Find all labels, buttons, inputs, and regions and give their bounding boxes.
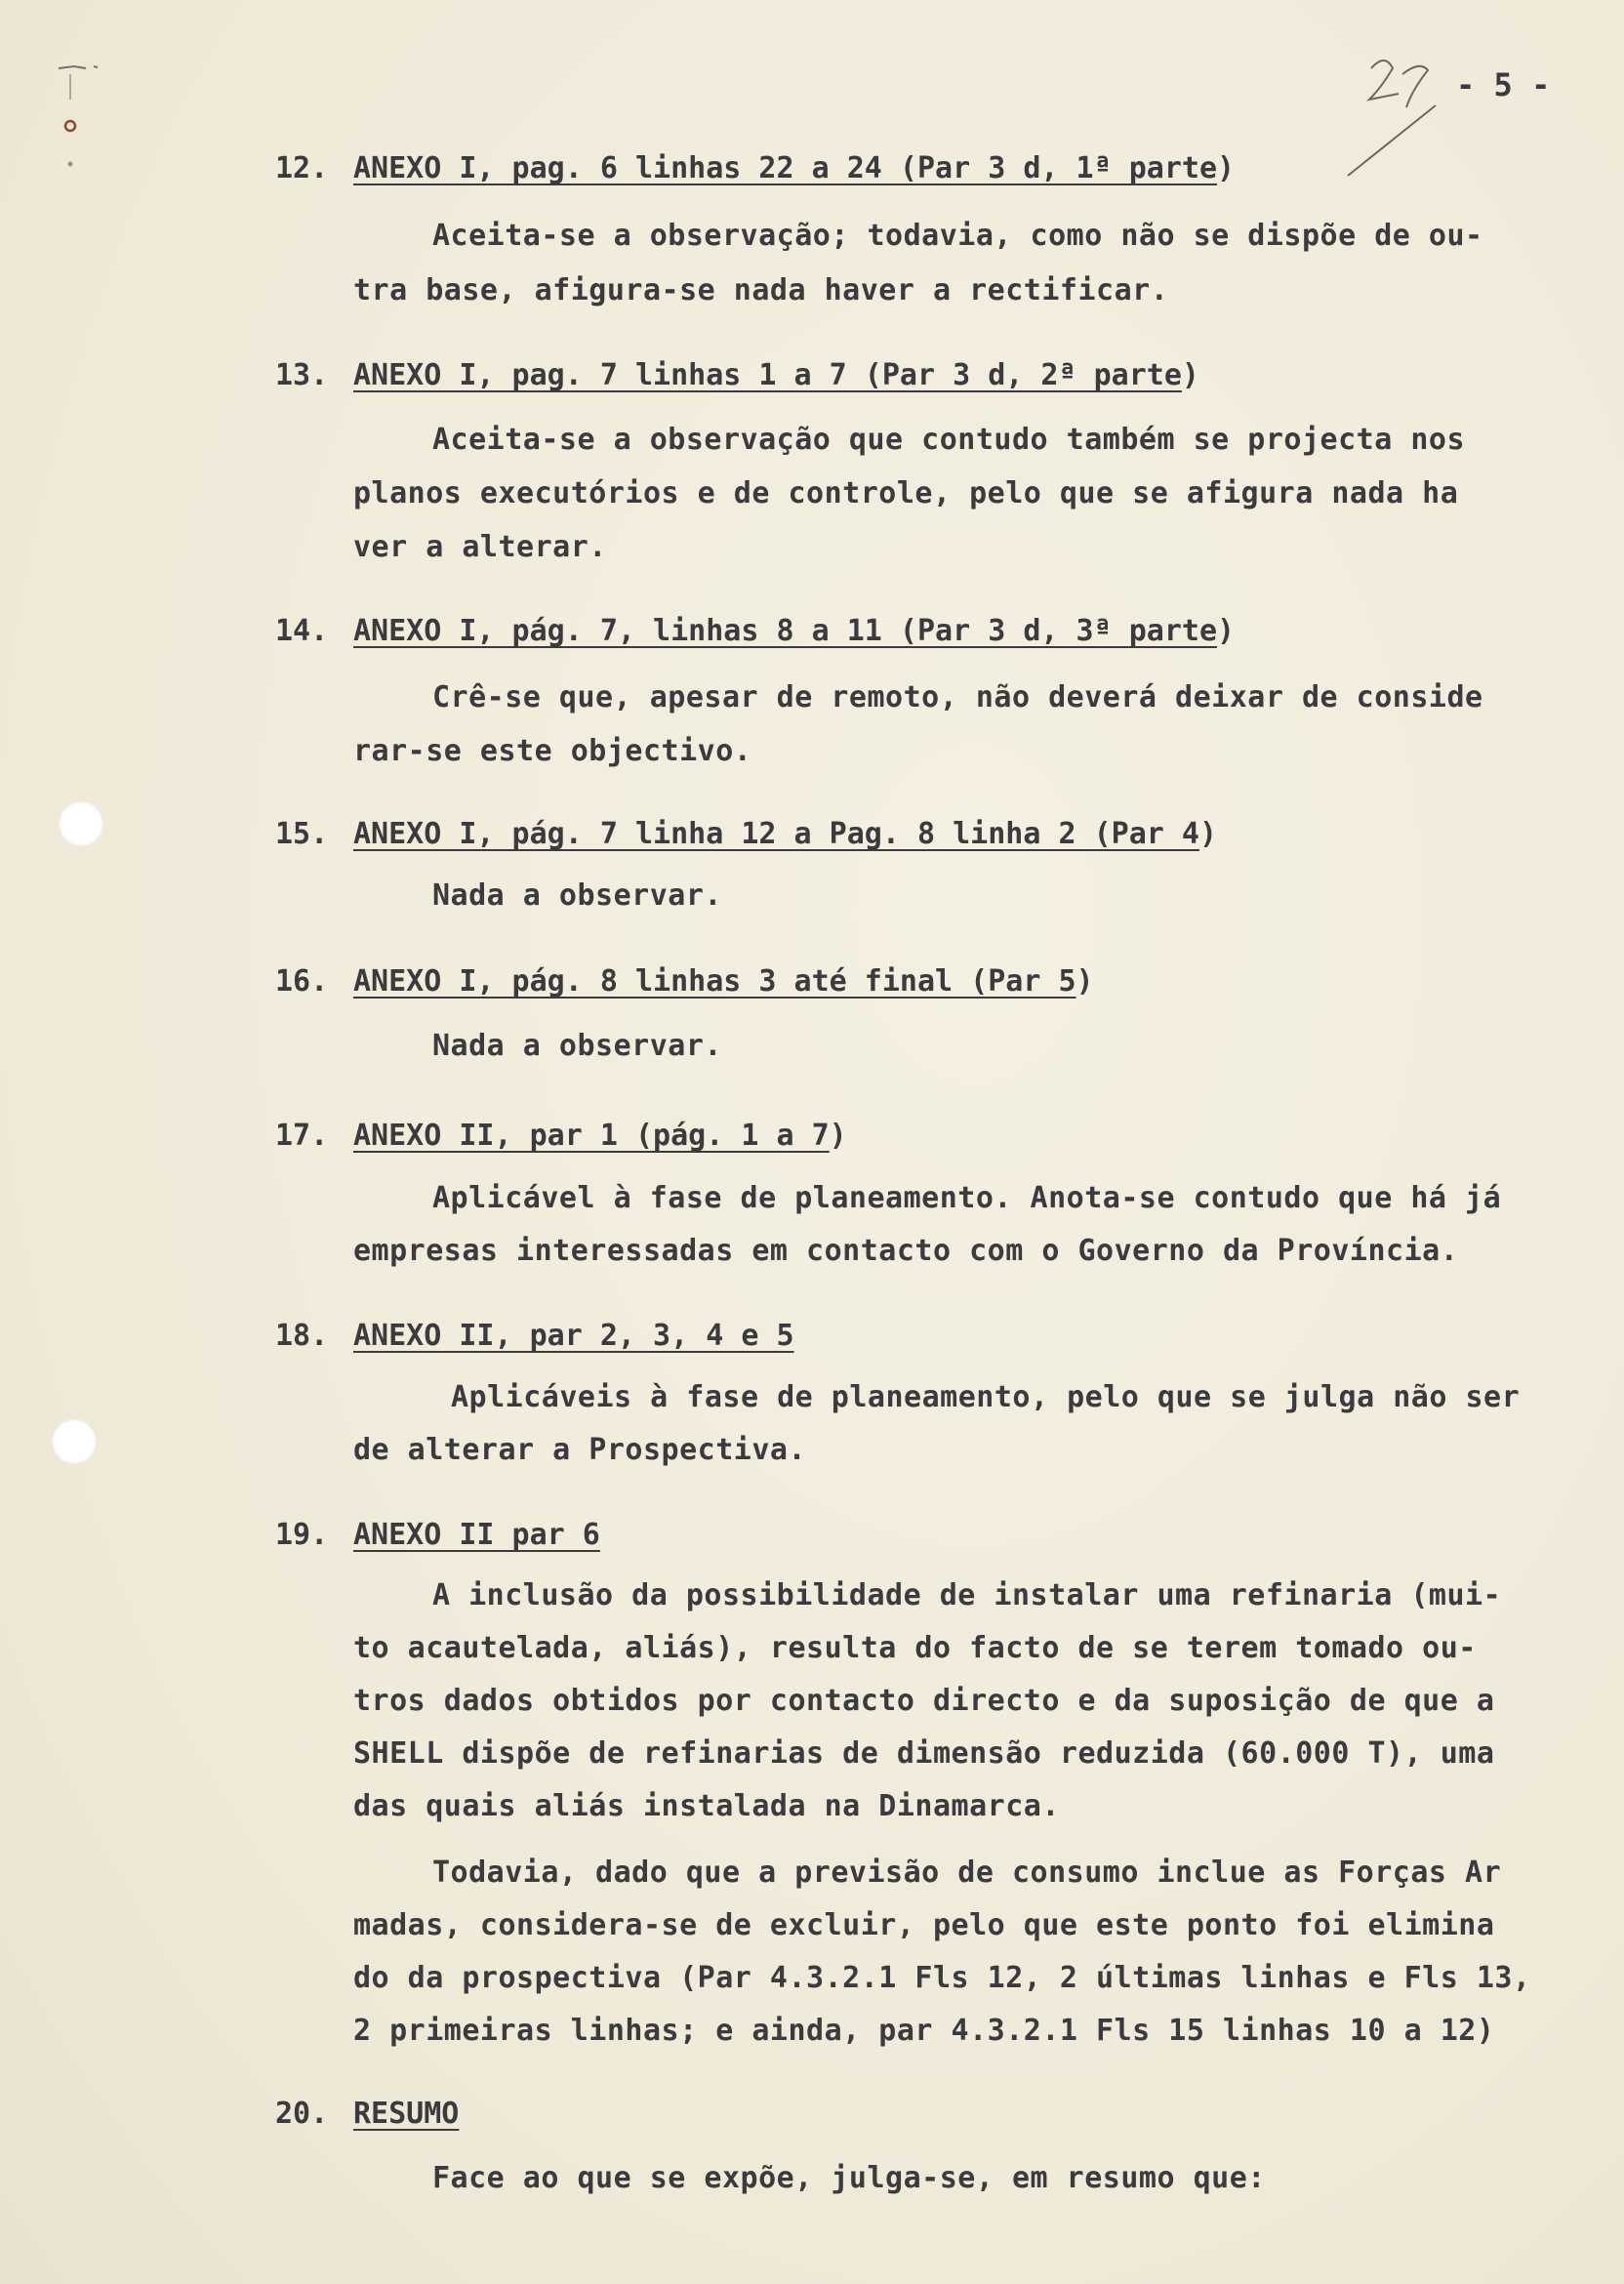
body-line: Nada a observar.: [432, 1029, 722, 1063]
item-number: 17.: [275, 1119, 329, 1153]
item-heading-text: ANEXO I, pag. 7 linhas 1 a 7 (Par 3 d, 2ª parte: [353, 358, 1182, 392]
body-line: Nada a observar.: [432, 878, 722, 913]
item-heading: [353, 151, 1235, 185]
item-number: 18.: [275, 1319, 329, 1353]
item-heading-text: ANEXO I, pág. 8 linhas 3 até final (Par 5: [353, 964, 1076, 999]
body-line: Aplicável à fase de planeamento. Anota-se contudo que há já: [432, 1181, 1502, 1215]
body-line: to acautelada, aliás), resulta do facto de se terem tomado ou-: [353, 1631, 1477, 1665]
item-heading: [353, 964, 1094, 999]
item-heading-end: ): [1076, 964, 1094, 999]
item-number: 15.: [275, 817, 329, 851]
body-line: Todavia, dado que a previsão de consumo inclue as Forças Ar: [432, 1856, 1502, 1890]
item-number: 20.: [275, 2097, 329, 2131]
item-number: 14.: [275, 614, 329, 648]
body-line: planos executórios e de controle, pelo que se afigura nada ha: [353, 476, 1459, 510]
item-heading-end: ): [1181, 358, 1199, 392]
body-line: ver a alterar.: [353, 530, 607, 564]
item-number: 16.: [275, 964, 329, 999]
item-heading: [353, 614, 1235, 648]
item-number: 13.: [275, 358, 329, 392]
body-line: A inclusão da possibilidade de instalar uma refinaria (mui-: [432, 1578, 1502, 1612]
body-line: Aceita-se a observação que contudo também se projecta nos: [432, 423, 1466, 457]
item-number: 19.: [275, 1518, 329, 1552]
body-line: Aceita-se a observação; todavia, como não se dispõe de ou-: [432, 219, 1483, 253]
item-heading-text: ANEXO II, par 2, 3, 4 e 5: [353, 1319, 794, 1353]
item-heading-text: ANEXO I, pág. 7 linha 12 a Pag. 8 linha 2 (Par 4: [353, 817, 1199, 851]
item-heading: [353, 817, 1217, 851]
item-heading-text: ANEXO II par 6: [353, 1518, 600, 1552]
body-line: de alterar a Prospectiva.: [353, 1433, 807, 1467]
body-line: Aplicáveis à fase de planeamento, pelo que se julga não ser: [451, 1380, 1521, 1414]
item-heading-end: ): [1217, 151, 1236, 185]
body-line: empresas interessadas em contacto com o Governo da Província.: [353, 1234, 1459, 1268]
item-heading: [353, 1319, 794, 1353]
body-line: das quais aliás instalada na Dinamarca.: [353, 1789, 1060, 1823]
punch-hole: [52, 1419, 97, 1464]
body-line: rar-se este objectivo.: [353, 734, 752, 768]
item-heading-text: ANEXO I, pag. 6 linhas 22 a 24 (Par 3 d, 1ª parte: [353, 151, 1218, 185]
item-heading: [353, 1518, 600, 1552]
body-line: 2 primeiras linhas; e ainda, par 4.3.2.1 Fls 15 linhas 10 a 12): [353, 2014, 1495, 2048]
body-line: tra base, afigura-se nada haver a rectificar.: [353, 273, 1169, 307]
margin-marks-icon: [55, 55, 162, 182]
body-line: madas, considera-se de excluir, pelo que este ponto foi elimina: [353, 1908, 1495, 1942]
body-line: do da prospectiva (Par 4.3.2.1 Fls 12, 2 últimas linhas e Fls 13,: [353, 1961, 1531, 1995]
item-heading-end: ): [829, 1119, 847, 1153]
body-line: tros dados obtidos por contacto directo e da suposição de que a: [353, 1684, 1495, 1718]
item-heading-end: ): [1198, 817, 1218, 851]
item-heading-end: ): [1217, 614, 1236, 648]
body-line: SHELL dispõe de refinarias de dimensão reduzida (60.000 T), uma: [353, 1736, 1495, 1771]
page-number: - 5 -: [1456, 66, 1551, 103]
body-line: Face ao que se expõe, julga-se, em resumo que:: [432, 2161, 1266, 2195]
punch-hole: [59, 801, 103, 846]
handwritten-initial-icon: [1342, 39, 1449, 185]
item-heading-text: RESUMO: [353, 2097, 460, 2131]
item-heading: [353, 2097, 459, 2131]
body-line: Crê-se que, apesar de remoto, não deverá deixar de conside: [432, 680, 1483, 714]
item-heading-text: ANEXO I, pág. 7, linhas 8 a 11 (Par 3 d, 3ª parte: [353, 614, 1218, 648]
item-heading: [353, 358, 1199, 392]
item-heading: [353, 1119, 847, 1153]
item-number: 12.: [275, 151, 329, 185]
item-heading-text: ANEXO II, par 1 (pág. 1 a 7: [353, 1119, 830, 1153]
